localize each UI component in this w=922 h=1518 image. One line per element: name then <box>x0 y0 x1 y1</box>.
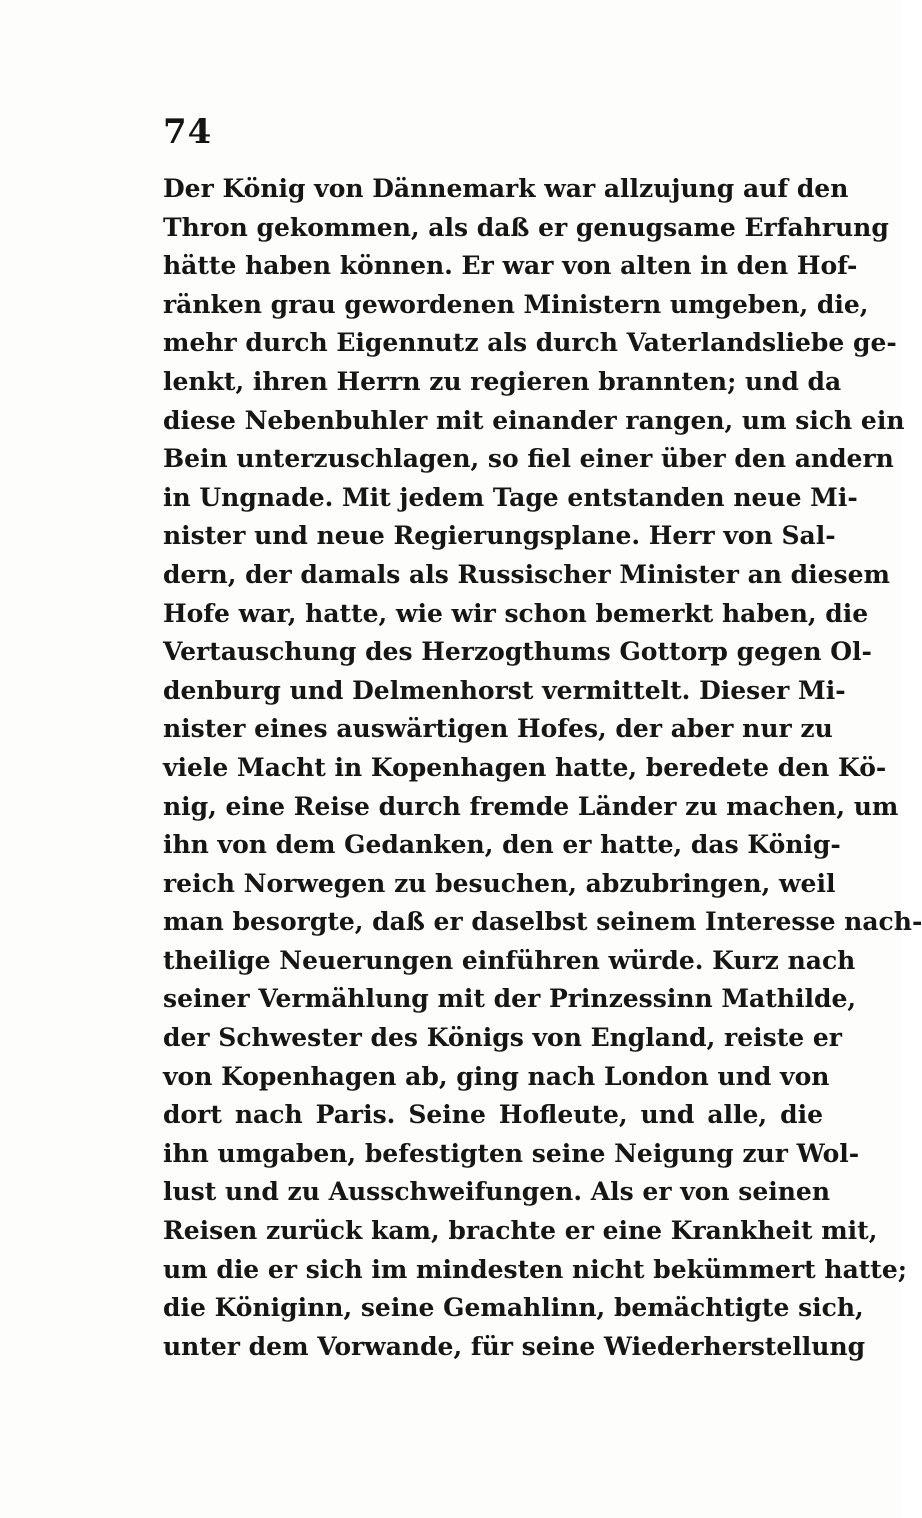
text-line: unter dem Vorwande, für seine Wiederherstellung <box>163 1331 866 1361</box>
text-line: lenkt, ihren Herrn zu regieren brannten; und da <box>163 366 842 396</box>
text-line: hätte haben können. Er war von alten in den Hof- <box>163 251 858 281</box>
text-line: nister eines auswärtigen Hofes, der aber nur zu <box>163 714 833 744</box>
text-line: denburg und Delmenhorst vermittelt. Dieser Mi- <box>163 675 846 705</box>
text-line: Reisen zurück kam, brachte er eine Krankheit mit, <box>163 1216 878 1246</box>
text-line: dern, der damals als Russischer Minister an diesem <box>163 559 890 589</box>
text-line: diese Nebenbuhler mit einander rangen, um sich ein <box>163 405 905 435</box>
text-line: Der König von Dännemark war allzujung auf den <box>163 174 849 203</box>
text-line: Bein unterzuschlagen, so fiel einer über den andern <box>163 444 894 474</box>
text-line: viele Macht in Kopenhagen hatte, beredete den Kö- <box>163 752 887 782</box>
text-line: theilige Neuerungen einführen würde. Kurz nach <box>163 945 856 975</box>
text-line: dort nach Paris. Seine Hofleute, und alle, die <box>163 1100 823 1130</box>
body-text <box>163 170 922 1366</box>
text-line: der Schwester des Königs von England, reiste er <box>163 1023 842 1053</box>
text-line: Hofe war, hatte, wie wir schon bemerkt haben, die <box>163 598 869 628</box>
text-line: Vertauschung des Herzogthums Gottorp gegen Ol- <box>163 637 872 667</box>
text-line: von Kopenhagen ab, ging nach London und von <box>163 1061 830 1091</box>
text-line: ihn umgaben, befestigten seine Neigung zur Wol- <box>163 1138 860 1168</box>
text-line: in Ungnade. Mit jedem Tage entstanden neue Mi- <box>163 482 858 512</box>
text-line: ränken grau gewordenen Ministern umgeben, die, <box>163 289 869 319</box>
text-line: man besorgte, daß er daselbst seinem Interesse nach- <box>163 907 922 937</box>
text-line: die Königinn, seine Gemahlinn, bemächtigte sich, <box>163 1293 864 1323</box>
text-line: ihn von dem Gedanken, den er hatte, das König- <box>163 830 841 860</box>
text-line: um die er sich im mindesten nicht bekümmert hatte; <box>163 1254 907 1284</box>
text-line: seiner Vermählung mit der Prinzessinn Mathilde, <box>163 984 857 1014</box>
page-number: 74 <box>163 112 213 152</box>
text-line: reich Norwegen zu besuchen, abzubringen, weil <box>163 868 836 898</box>
text-line: lust und zu Ausschweifungen. Als er von seinen <box>163 1177 831 1207</box>
text-line: nig, eine Reise durch fremde Länder zu machen, um <box>163 791 899 821</box>
text-line: Thron gekommen, als daß er genugsame Erfahrung <box>163 212 889 242</box>
text-line: mehr durch Eigennutz als durch Vaterlandsliebe ge- <box>163 328 897 358</box>
text-line: nister und neue Regierungsplane. Herr von Sal- <box>163 521 836 551</box>
